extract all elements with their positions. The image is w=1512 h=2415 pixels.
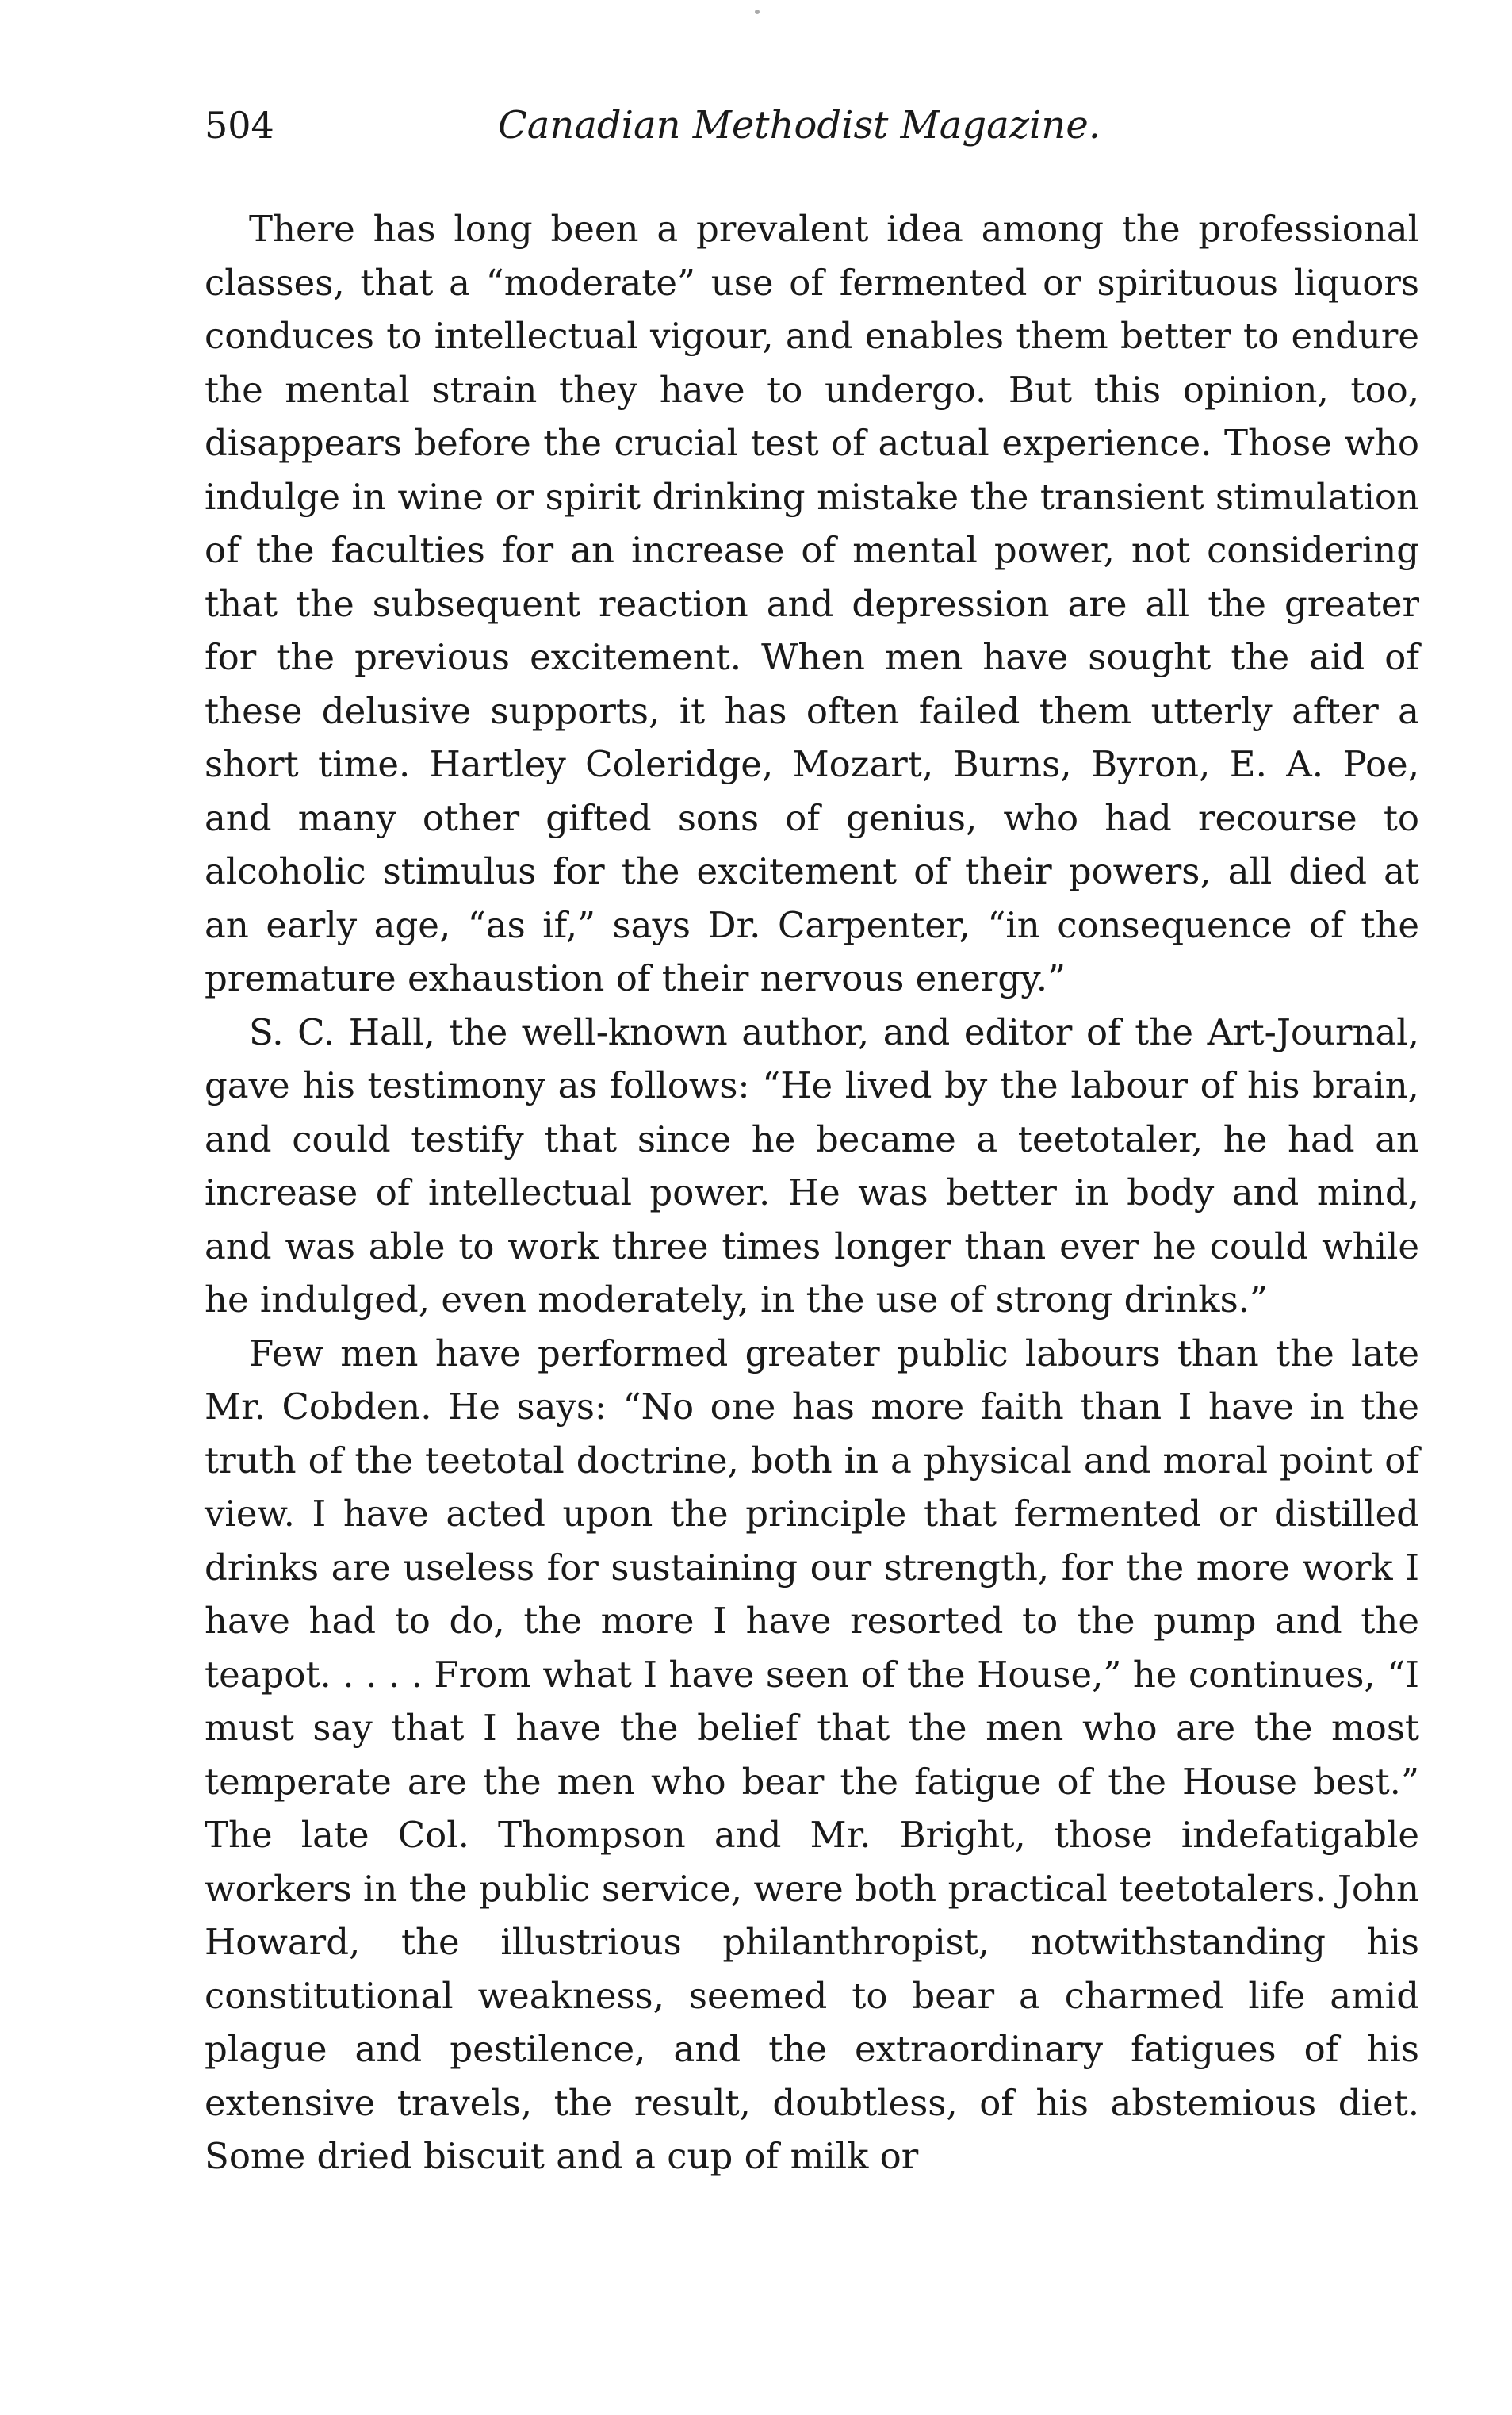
page-header xyxy=(205,103,1426,167)
paragraph: There has long been a prevalent idea among the professional classes, that a “moderate” use of fermented or spirituous liquors conduces to intellectual vigour, and enables them better to endure the mental strain they have to undergo. But this opinion, too, disappears before the crucial test of actual experience. Those who indulge in wine or spirit drinking mistake the transient stimulation of the faculties for an increase of mental power, not considering that the subsequent reaction and depression are all the greater for the previous excitement. When men have sought the aid of these delusive supports, it has often failed them utterly after a short time. Hartley Coleridge, Mozart, Burns, Byron, E. A. Poe, and many other gifted sons of genius, who had recourse to alcoholic stimulus for the excitement of their powers, all died at an early age, “as if,” says Dr. Carpenter, “in consequence of the premature exhaustion of their nervous energy.” xyxy=(205,208,1419,999)
paragraph: Few men have performed greater public labours than the late Mr. Cobden. He says: “No one has more faith than I have in the truth of the teetotal doctrine, both in a physical and moral point of view. I have acted upon the principle that fermented or distilled drinks are useless for sustaining our strength, for the more work I have had to do, the more I have resorted to the pump and the teapot. . . . . From what I have seen of the House,” he continues, “I must say that I have the belief that the men who are the most temperate are the men who bear the fatigue of the House best.” The late Col. Thompson and Mr. Bright, those indefatigable workers in the public service, were both practical teetotalers. John Howard, the illustrious philanthropist, notwithstanding his constitutional weakness, seemed to bear a charmed life amid plague and pestilence, and the extraordinary fatigues of his extensive travels, the result, doubtless, of his abstemious diet. Some dried biscuit and a cup of milk or xyxy=(205,1332,1419,2177)
running-title: Canadian Methodist Magazine. xyxy=(498,103,1101,148)
scan-speck xyxy=(755,10,760,14)
paragraph: S. C. Hall, the well-known author, and editor of the Art-Journal, gave his testimony as follows: “He lived by the labour of his brain, and could testify that since he became a teetotaler, he had an increase of intellectual power. He was better in body and mind, and was able to work three times longer than ever he could while he indulged, even moderately, in the use of strong drinks.” xyxy=(205,1010,1419,1321)
body-text xyxy=(205,202,1419,2183)
page-number: 504 xyxy=(205,104,274,147)
